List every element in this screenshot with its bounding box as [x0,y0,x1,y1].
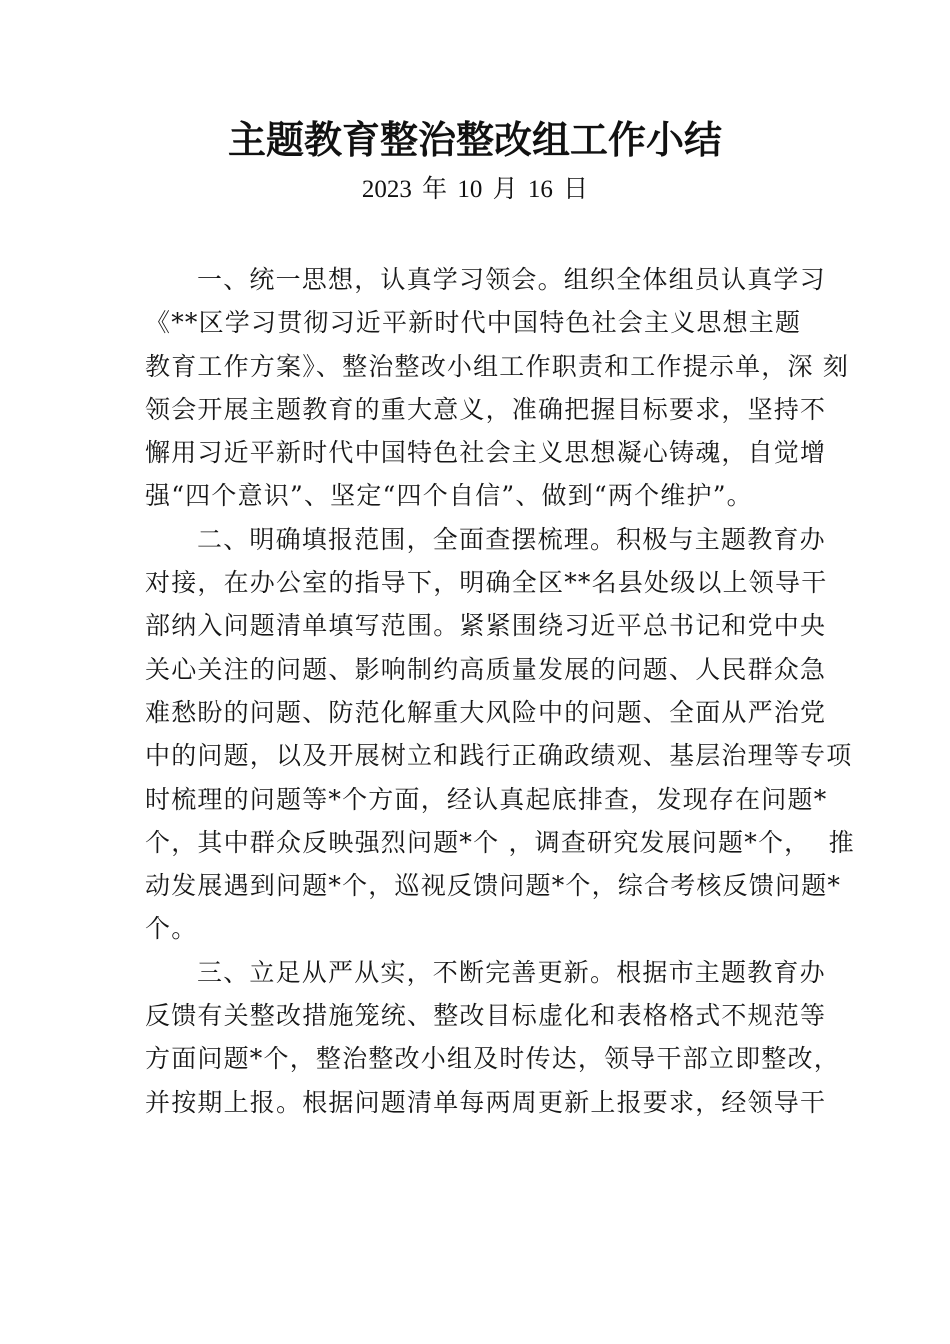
paragraph-line: 《**区学习贯彻习近平新时代中国特色社会主义思想主题 [145,308,802,338]
paragraph-line: 关心关注的问题、影响制约高质量发展的问题、人民群众急 [145,654,827,684]
paragraph-3 [145,951,840,1124]
paragraph-line: 一、统一思想，认真学习领会。组织全体组员认真学习 [197,265,826,294]
paragraph-2 [145,518,855,951]
paragraph-line: 反馈有关整改措施笼统、整改目标虚化和表格格式不规范等 [145,1001,827,1031]
paragraph-line: 领会开展主题教育的重大意义，准确把握目标要求，坚持不 [145,394,827,424]
paragraph-line: 并按期上报。根据问题清单每两周更新上报要求，经领导干 [145,1087,827,1117]
paragraph-line: 教育工作方案》、整治整改小组工作职责和工作提示单，深 刻 [145,351,850,381]
document-title: 主题教育整治整改组工作小结 [227,117,722,162]
paragraph-line: 动发展遇到问题*个，巡视反馈问题*个，综合考核反馈问题* [145,871,842,901]
paragraph-line: 方面问题*个，整治整改小组及时传达，领导干部立即整改， [145,1044,840,1074]
paragraph-line: 难愁盼的问题、防范化解重大风险中的问题、全面从严治党 [145,697,827,727]
document-body [145,258,855,1124]
paragraph-line: 三、立足从严从实，不断完善更新。根据市主题教育办 [197,957,826,987]
paragraph-line: 强“四个意识”、坚定“四个自信”、做到“两个维护”。 [145,481,753,511]
document-date: 2023 年 10 月 16 日 [361,176,589,203]
paragraph-line: 个，其中群众反映强烈问题*个 ，调查研究发展问题*个， 推 [145,827,855,857]
paragraph-1 [145,258,850,518]
paragraph-line: 二、明确填报范围，全面查摆梳理。积极与主题教育办 [197,524,826,554]
paragraph-line: 懈用习近平新时代中国特色社会主义思想凝心铸魂，自觉增 [145,438,827,468]
paragraph-line: 中的问题，以及开展树立和践行正确政绩观、基层治理等专项 [145,741,853,771]
paragraph-line: 部纳入问题清单填写范围。紧紧围绕习近平总书记和党中央 [145,611,827,641]
paragraph-line: 时梳理的问题等*个方面，经认真起底排查，发现存在问题* [145,784,828,814]
paragraph-line: 对接，在办公室的指导下，明确全区**名县处级以上领导干 [145,568,828,598]
paragraph-line: 个。 [145,914,198,944]
